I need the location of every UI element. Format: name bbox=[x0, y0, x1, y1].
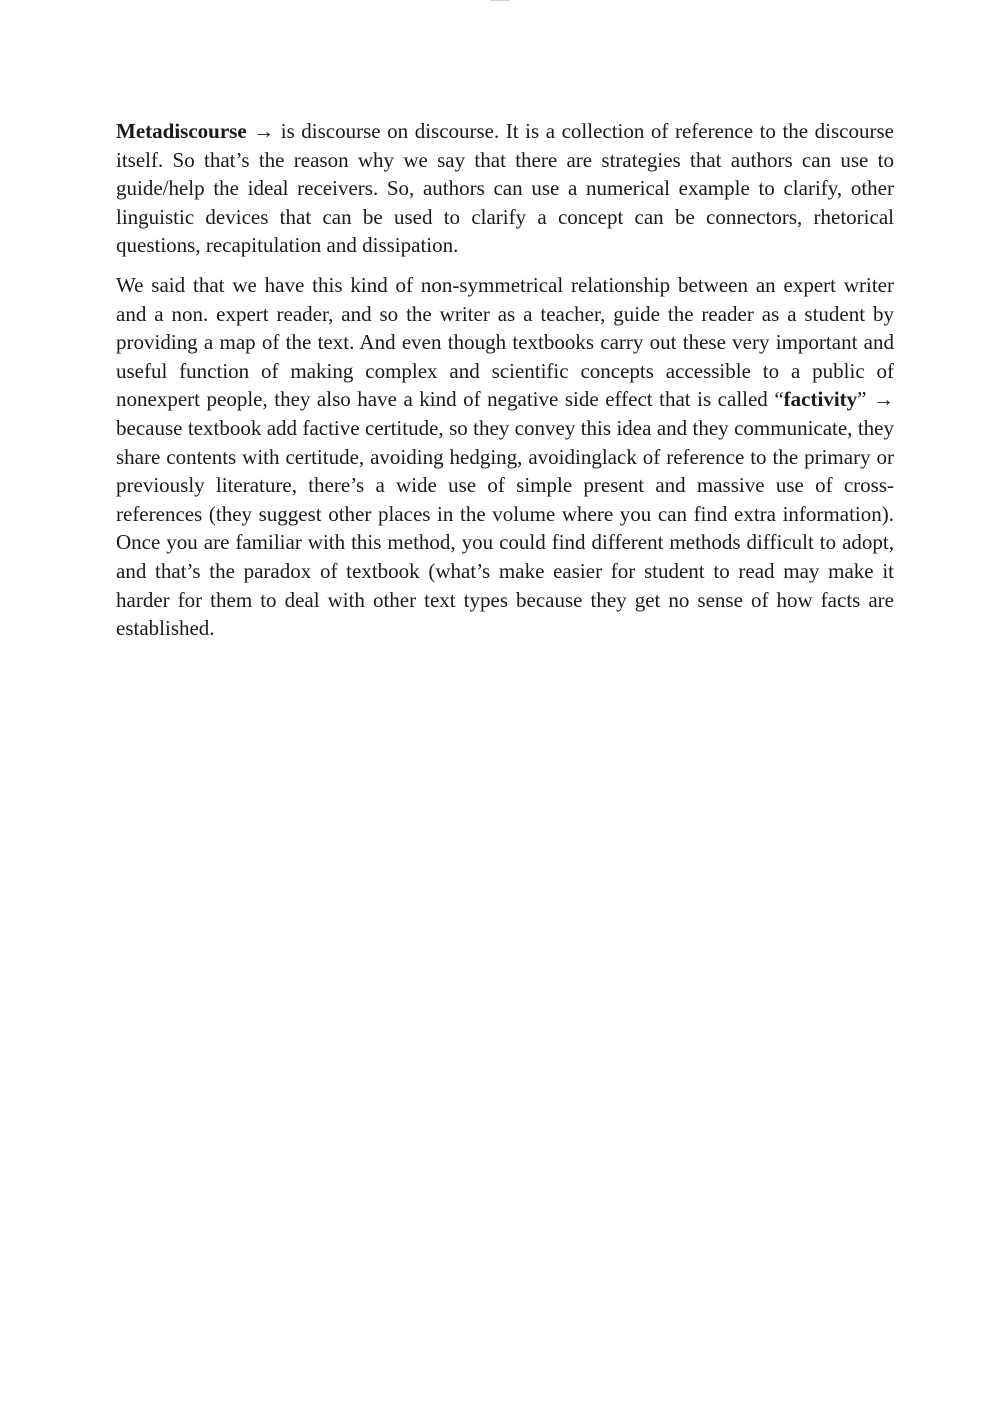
header-mark bbox=[490, 0, 510, 3]
paragraph-factivity bbox=[116, 271, 894, 643]
term-factivity: factivity bbox=[783, 387, 858, 412]
paragraph-text: is discourse on discourse. It is a collection of reference to the discourse itself. So that’s the reason why we say that there are strategies that authors can use to guide/help the ideal receivers. So, authors can use a numerical example to clarify, other linguistic devices that can be used to clarify a concept can be connectors, rhetorical questions, recapitulation and dissipation. bbox=[116, 119, 894, 258]
paragraph-metadiscourse bbox=[116, 117, 894, 260]
term-metadiscourse: Metadiscourse bbox=[116, 119, 247, 143]
paragraph-text-after: ” → because textbook add factive certitude, so they convey this idea and they communicate, they share contents with certitude, avoiding hedging, avoidinglack of reference to the primary or previously literature, there’s a wide use of simple present and massive use of cross-references (they suggest other places in the volume where you can find extra information). Once you are familiar with this method, you could find different methods difficult to adopt, and that’s the paradox of textbook (what’s make easier for student to read may make it harder for them to deal with other text types because they get no sense of how facts are established. bbox=[116, 387, 895, 641]
document-body bbox=[116, 117, 894, 654]
arrow-symbol: → bbox=[246, 119, 281, 143]
paragraph-text-before: We said that we have this kind of non-symmetrical relationship between an expert writer and a non. expert reader, and so the writer as a teacher, guide the reader as a student by providing a map of the text. And even though textbooks carry out these very important and useful function of making complex and scientific concepts accessible to a public of nonexpert people, they also have a kind of negative side effect that is called “ bbox=[116, 272, 894, 412]
